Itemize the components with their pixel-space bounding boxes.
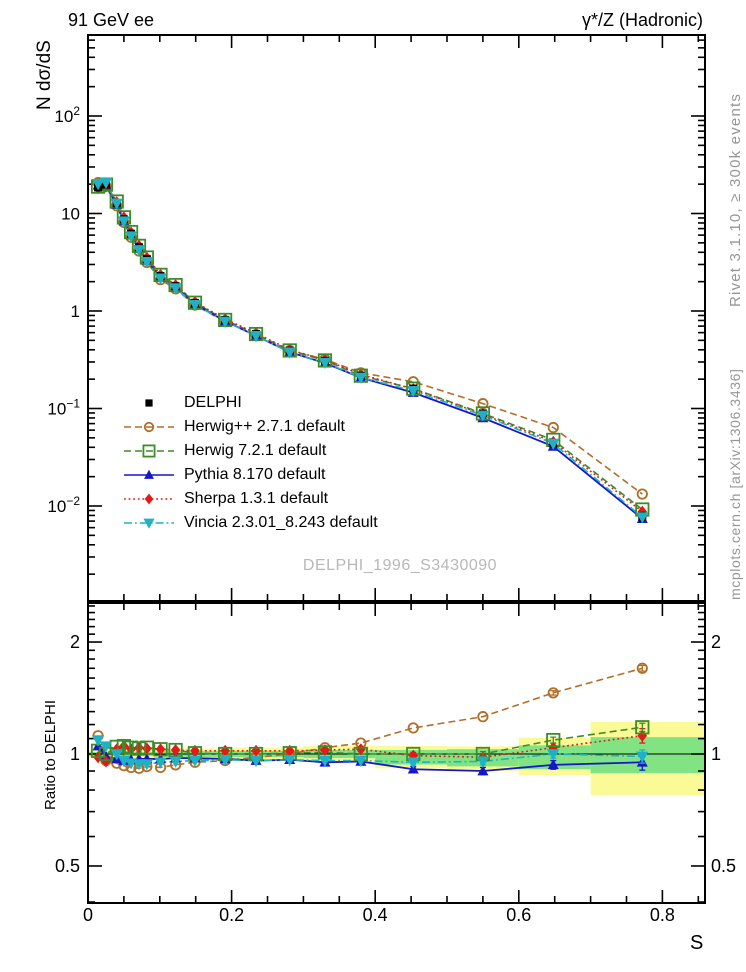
x-tick-label: 0.6 xyxy=(506,905,532,925)
ratio-y-axis-label: Ratio to DELPHI xyxy=(42,699,59,810)
ratio-y-tick-label-left: 0.5 xyxy=(54,855,80,876)
legend-item-pythia xyxy=(122,463,378,487)
main-y-tick-label: $10^{-2}$ xyxy=(47,494,80,516)
herwig7-legend-marker xyxy=(122,441,176,461)
analysis-id-watermark: DELPHI_1996_S3430090 xyxy=(302,557,498,574)
x-tick-label: 0.4 xyxy=(362,905,388,925)
main-y-tick-label: $10^2$ xyxy=(54,104,80,126)
title-process: γ*/Z (Hadronic) xyxy=(581,10,703,30)
delphi-legend-marker xyxy=(122,393,176,413)
herwigpp-legend-marker xyxy=(122,417,176,437)
legend-label-herwigpp: Herwig++ 2.7.1 default xyxy=(184,418,345,435)
legend-item-vincia xyxy=(122,511,378,535)
x-tick-label: 0 xyxy=(82,905,94,925)
ratio-y-tick-label-right: 2 xyxy=(711,632,722,653)
legend-item-herwig7 xyxy=(122,439,378,463)
ratio-y-tick-label-left: 2 xyxy=(69,632,80,653)
x-tick-label: 0.8 xyxy=(649,905,675,925)
title-beam-energy: 91 GeV ee xyxy=(68,10,155,30)
sherpa-legend-marker xyxy=(122,489,176,509)
rivet-version-text: Rivet 3.1.10, ≥ 300k events xyxy=(727,92,744,307)
ratio-y-tick-label-left: 1 xyxy=(69,744,80,764)
legend-label-vincia: Vincia 2.3.01_8.243 default xyxy=(184,514,378,531)
legend-label-pythia: Pythia 8.170 default xyxy=(184,466,326,483)
vincia-legend-marker xyxy=(122,513,176,533)
mcplots-arxiv-text: mcplots.cern.ch [arXiv:1306.3436] xyxy=(727,368,743,600)
main-y-tick-label: 1 xyxy=(70,302,80,321)
legend-item-herwigpp xyxy=(122,415,378,439)
pythia-legend-marker xyxy=(122,465,176,485)
ratio-y-tick-label-right: 1 xyxy=(711,744,722,764)
legend xyxy=(122,391,378,535)
legend-item-sherpa xyxy=(122,487,378,511)
legend-item-delphi xyxy=(122,391,378,415)
x-tick-label: 0.2 xyxy=(219,905,245,925)
main-y-axis-label: N dσ/dS xyxy=(34,40,55,110)
main-y-tick-label: 10 xyxy=(61,204,80,224)
x-axis-label: S xyxy=(690,932,704,954)
legend-label-sherpa: Sherpa 1.3.1 default xyxy=(184,490,329,507)
ratio-y-tick-label-right: 0.5 xyxy=(711,855,737,876)
main-y-tick-label: $10^{-1}$ xyxy=(47,396,80,419)
legend-label-delphi: DELPHI xyxy=(184,394,242,411)
legend-label-herwig7: Herwig 7.2.1 default xyxy=(184,442,327,459)
